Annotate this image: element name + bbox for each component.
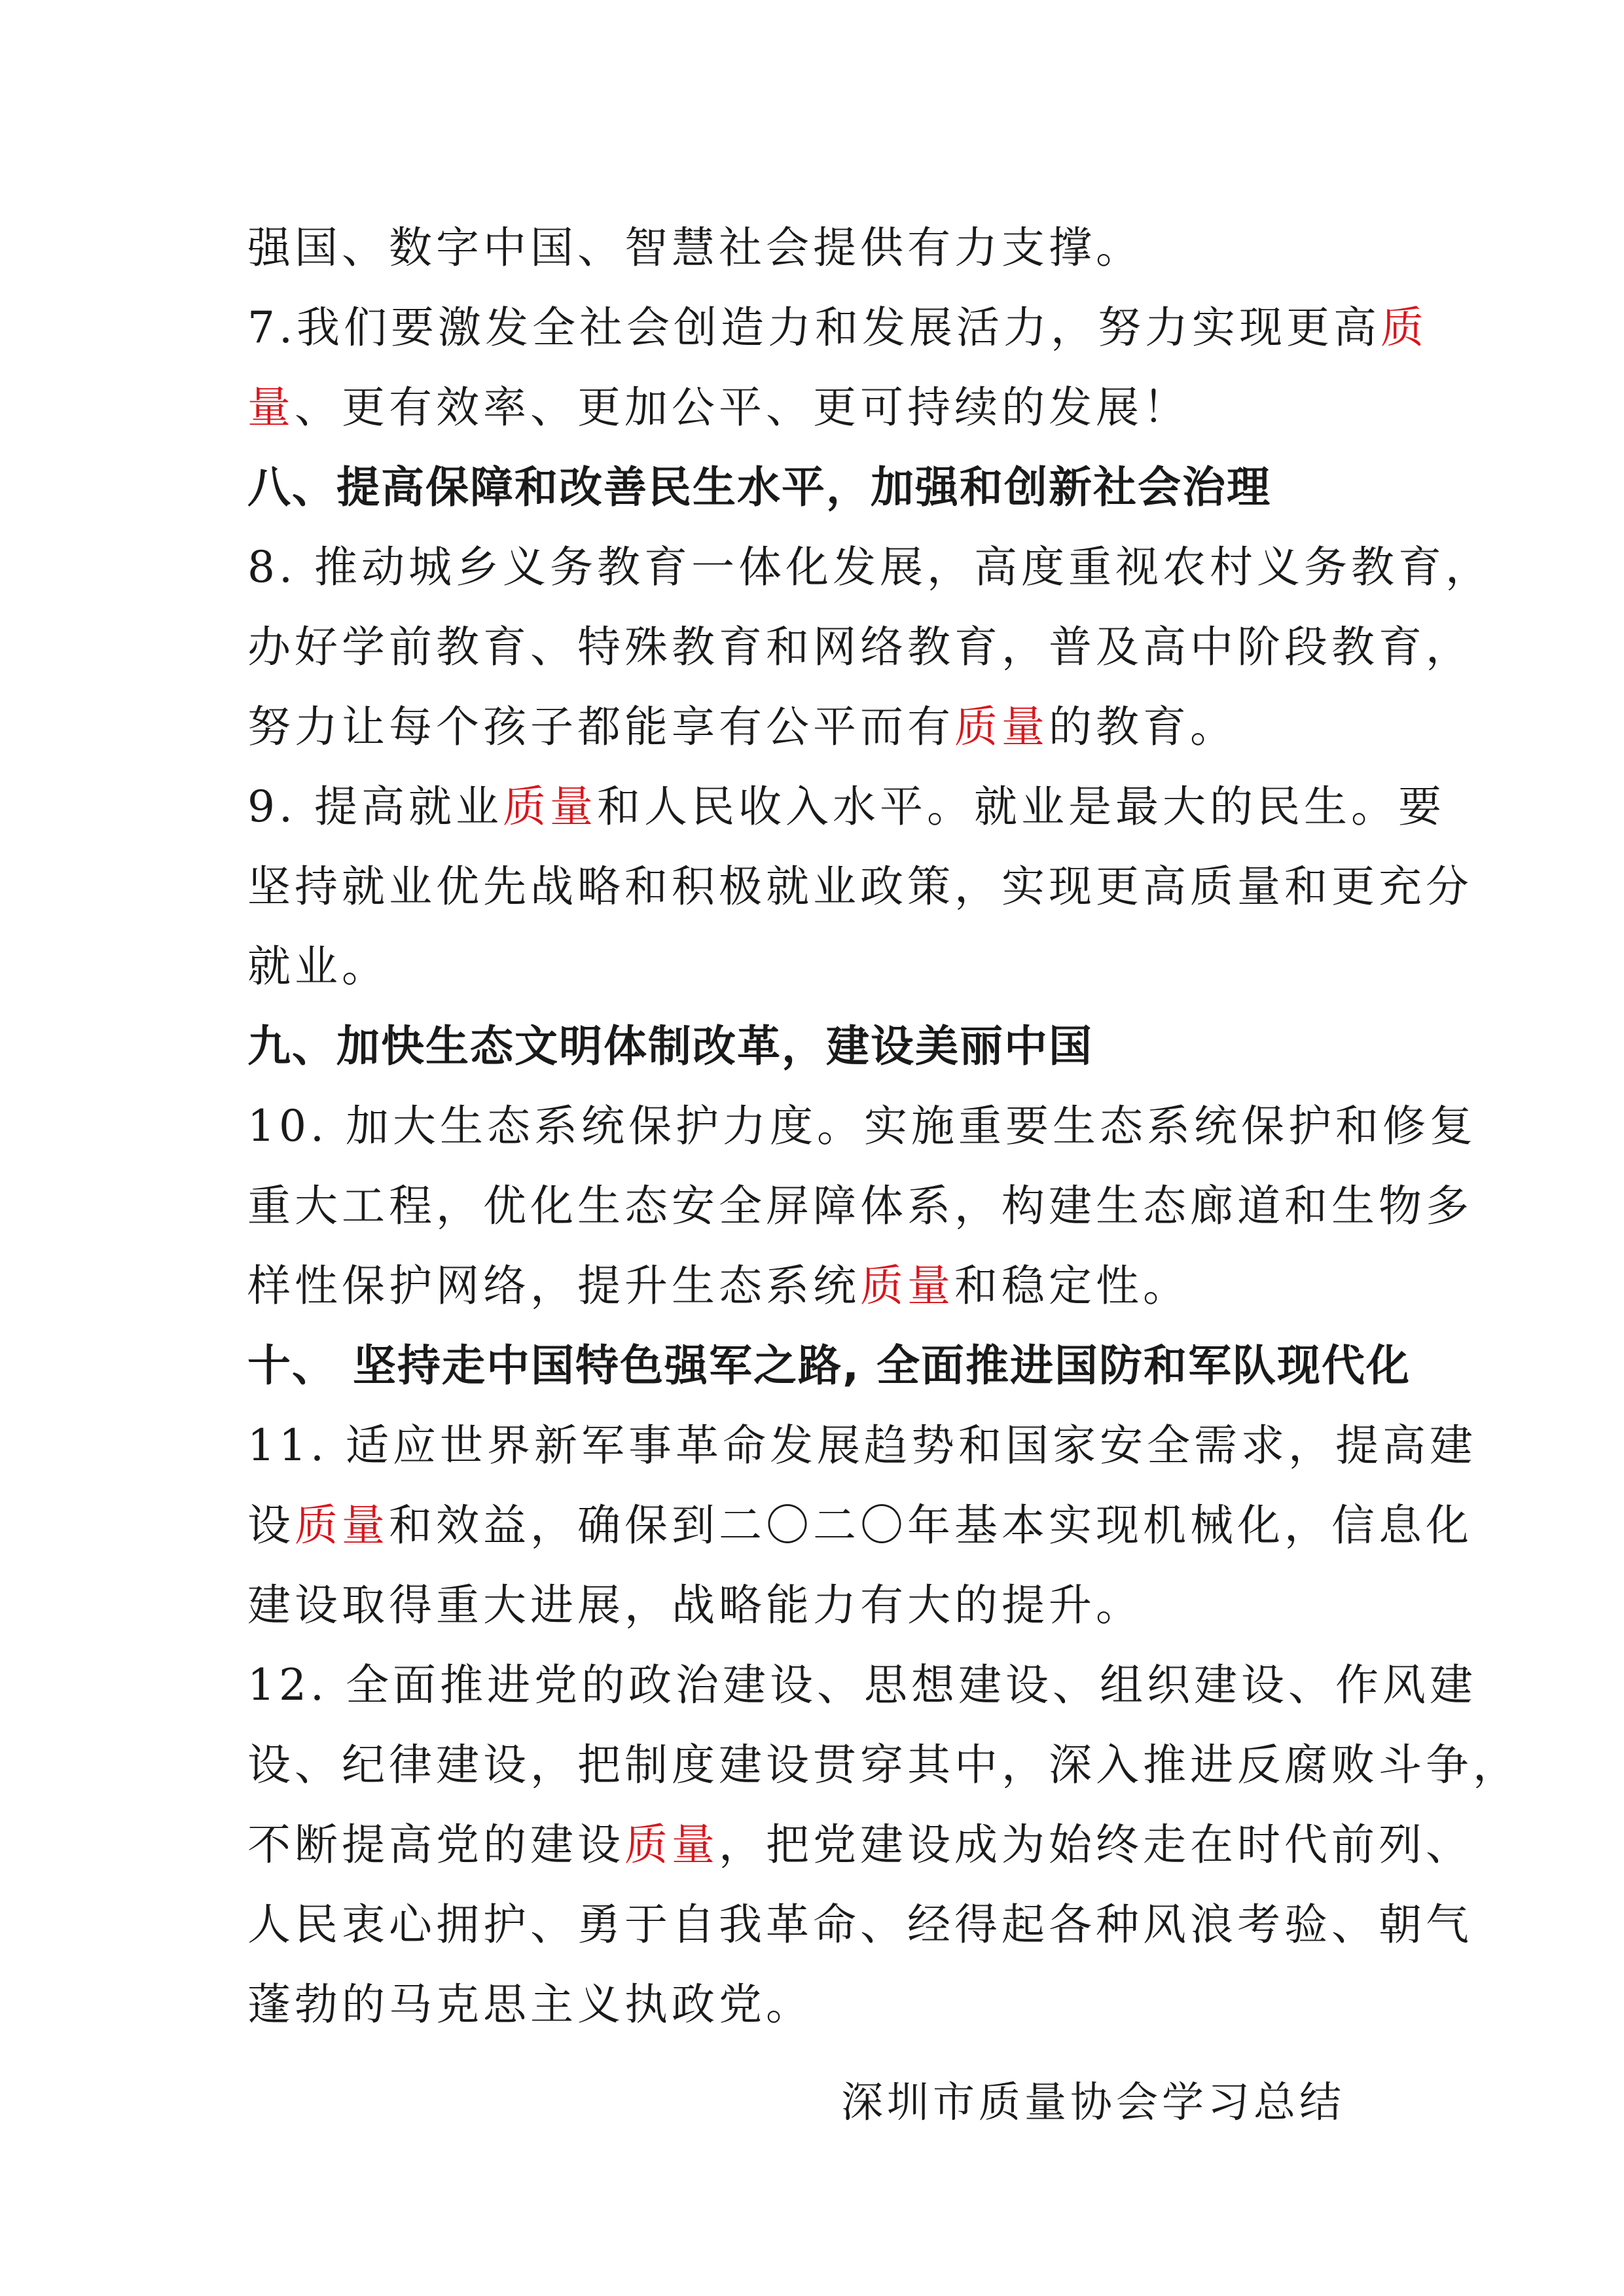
highlighted-keyword: 质量 (860, 1261, 954, 1311)
text-segment: 八、提高保障和改善民生水平，加强和创新社会治理 (247, 462, 1271, 512)
text-segment: 和人民收入水平。就业是最大的民生。要 (596, 781, 1445, 832)
text-line (247, 1805, 1473, 1885)
text-line (247, 208, 1383, 288)
text-segment: 7.我们要激发全社会创造力和发展活力，努力实现更高 (247, 302, 1380, 353)
text-line (247, 687, 1383, 767)
text-line (247, 288, 1428, 368)
text-segment: 12. 全面推进党的政治建设、思想建设、组织建设、作风建 (247, 1660, 1477, 1710)
text-segment: 重大工程，优化生态安全屏障体系，构建生态廊道和生物多 (247, 1181, 1473, 1231)
text-line (247, 528, 1492, 607)
text-segment: 的教育。 (1049, 702, 1237, 752)
highlighted-keyword: 质量 (295, 1500, 389, 1551)
text-segment: 、更有效率、更加公平、更可持续的发展！ (295, 382, 1190, 433)
text-line (247, 1885, 1473, 1965)
section-heading (247, 1326, 1411, 1406)
text-line (247, 1246, 1383, 1326)
text-segment: 努力让每个孩子都能享有公平而有 (247, 702, 954, 752)
highlighted-keyword: 质量 (954, 702, 1049, 752)
highlighted-keyword: 质量 (624, 1820, 719, 1870)
text-segment: 坚持就业优先战略和积极就业政策，实现更高质量和更充分 (247, 861, 1473, 912)
text-segment: 设、纪律建设，把制度建设贯穿其中，深入推进反腐败斗争， (247, 1740, 1520, 1790)
text-line (247, 1965, 1383, 2045)
text-segment: 和效益，确保到二〇二〇年基本实现机械化，信息化 (389, 1500, 1473, 1551)
text-line (247, 1086, 1477, 1166)
text-line (247, 1725, 1520, 1805)
text-line (247, 1566, 1383, 1645)
text-segment: 办好学前教育、特殊教育和网络教育，普及高中阶段教育， (247, 622, 1473, 672)
text-segment: 11. 适应世界新军事革命发展趋势和国家安全需求，提高建 (247, 1420, 1477, 1471)
text-segment: 人民衷心拥护、勇于自我革命、经得起各种风浪考验、朝气 (247, 1899, 1473, 1950)
text-segment: 8. 推动城乡义务教育一体化发展，高度重视农村义务教育， (247, 542, 1492, 592)
text-segment: 强国、数字中国、智慧社会提供有力支撑。 (247, 223, 1143, 273)
text-line (247, 1166, 1473, 1246)
highlighted-keyword: 质量 (502, 781, 597, 832)
text-line (247, 1486, 1473, 1566)
text-segment: 就业。 (247, 941, 389, 992)
text-line (247, 1645, 1477, 1725)
text-line (247, 607, 1473, 687)
section-heading (247, 1007, 1383, 1086)
text-segment: 10. 加大生态系统保护力度。实施重要生态系统保护和修复 (247, 1101, 1477, 1151)
signature: 深圳市质量协会学习总结 (841, 2079, 1345, 2127)
text-line (247, 767, 1445, 847)
text-segment: 和稳定性。 (954, 1261, 1190, 1311)
text-segment: 9. 提高就业 (247, 781, 503, 832)
text-segment: 九、加快生态文明体制改革，建设美丽中国 (247, 1021, 1093, 1071)
section-heading (247, 448, 1383, 528)
text-segment: ，把党建设成为始终走在时代前列、 (719, 1820, 1473, 1870)
text-line (247, 927, 1383, 1007)
highlighted-keyword: 量 (247, 382, 295, 433)
text-segment: 十、 坚持走中国特色强军之路, 全面推进国防和军队现代化 (247, 1340, 1411, 1391)
text-line (247, 1406, 1477, 1486)
text-segment: 设 (247, 1500, 295, 1551)
text-line (247, 847, 1473, 927)
document-body (247, 208, 1520, 2045)
text-segment: 不断提高党的建设 (247, 1820, 624, 1870)
text-segment: 建设取得重大进展，战略能力有大的提升。 (247, 1580, 1143, 1630)
highlighted-keyword: 质 (1380, 302, 1428, 353)
text-segment: 蓬勃的马克思主义执政党。 (247, 1979, 813, 2030)
text-segment: 样性保护网络，提升生态系统 (247, 1261, 860, 1311)
text-line (247, 368, 1383, 448)
